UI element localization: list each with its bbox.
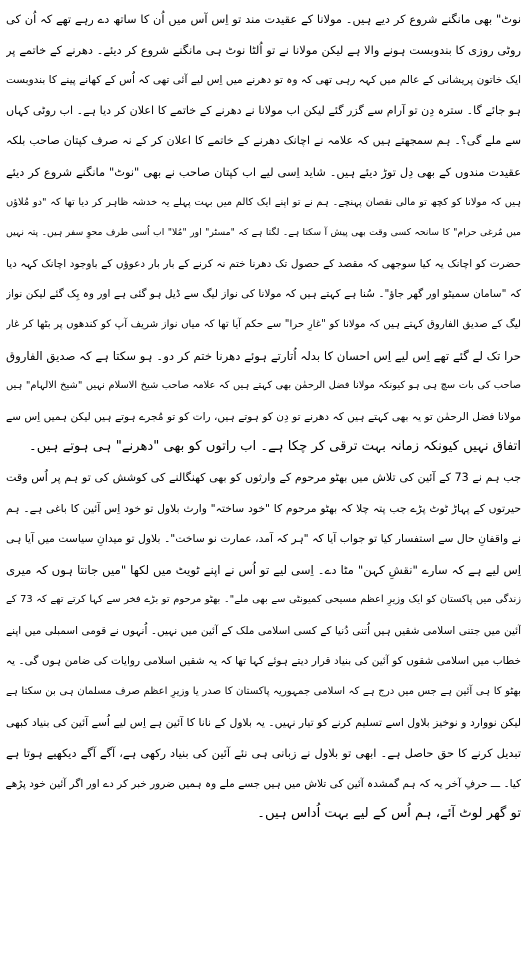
article-line: کہ "سامان سمیٹو اور گھر جاؤ"۔ سُنا ہے کہتے ہیں کہ مولانا کی نواز لیگ سے ڈیل ہو گئی ہے اور وہ بِک گئے لیکن نواز xyxy=(6,288,521,301)
article-line: حیرتوں کے پہاڑ ٹوٹ پڑے جب پتہ چلا کہ بھٹو مرحوم کا "خود ساختہ" وارث بلاول تو خود اِس آئین کا باغی ہے۔ ہم xyxy=(6,501,521,515)
article-line: جب ہم نے 73 کے آئین کی تلاش میں بھٹو مرحوم کے وارثوں کو بھی کھنگالنے کی کوشش کی تو ہم پر اُس وقت xyxy=(6,470,521,484)
article-line: نے واقفانِ حال سے استفسار کیا تو جواب آیا کہ "ہر کہ آمد، عمارت نو ساخت"۔ بلاول تو میدانِ سیاست میں آیا ہی xyxy=(6,532,521,546)
article-line: تبدیل کرنے کا حق حاصل ہے۔ ابھی تو بلاول نے زبانی ہی نئے آئین کی بنیاد رکھی ہے، آگے آگے دیکھیے ہوتا ہے xyxy=(6,746,521,761)
article-line: ہو جائے گا۔ سترہ دِن تو آرام سے گزر گئے لیکن اب مولانا نے دھرنے کے خاتمے کا اعلان کر دیا ہے۔ اب روٹی کہاں xyxy=(6,103,521,117)
article-line: عقیدت مندوں کے بھی دِل توڑ دیئے ہیں۔ شاید اِسی لیے اب کپتان صاحب نے بھی "نوٹ" مانگنے شروع کر دیئے xyxy=(6,164,521,179)
article-line: حرا تک لے گئے تھے اِس لیے اِس احسان کا بدلہ اُتارتے ہوئے دھرنا ختم کر دو۔ ہو سکتا ہے کہ صدیق الفاروق xyxy=(6,348,521,363)
article-line: ایک خاتون پریشانی کے عالم میں کہہ رہی تھی کہ وہ تو دھرنے میں اِس لیے آئی تھی کہ اُس کے کھانے پینے کا بندوبست xyxy=(6,74,521,87)
article-line: خطاب میں اسلامی شقوں کو آئین کی بنیاد قرار دیتے ہوئے کہا تھا کہ یہ شقیں اسلامی روایات کی ضامن ہوں گی۔ یہ xyxy=(6,655,521,668)
article-line: سے ملے گی؟۔ ہم سمجھتے ہیں کہ علامہ نے اچانک دھرنے کے خاتمے کا اعلان کر کے نہ صرف کپتان صاحب بلکہ xyxy=(6,134,521,148)
article-line: میں مُرغی حرام" کا سانحہ کسی وقت بھی پیش آ سکتا ہے۔ لگتا ہے کہ "مسٹر" اور "مُلا" اب اُسی طرف محوِ سفر ہیں۔ پتہ نہیں xyxy=(6,227,521,239)
article-line: کیا۔ ـــ حرفِ آخر یہ کہ ہم گمشدہ آئین کی تلاش میں ہیں جسے ملے وہ ہمیں ضرور خبر کر دے اور اگر آئین خود پڑھے xyxy=(6,777,521,790)
article-line: روٹی روزی کا بندوبست ہونے والا ہے لیکن مولانا نے تو اُلٹا نوٹ ہی مانگنے شروع کر دیئے۔ دھرنے کے خاتمے پر xyxy=(6,42,521,57)
article-line: بھٹو کا ہی آئین ہے جس میں درج ہے کہ اسلامی جمہوریہ پاکستان کا صدر یا وزیرِ اعظم صرف مسلمان ہی بن سکتا ہے xyxy=(6,686,521,698)
article-line: مولانا فضل الرحمٰن تو یہ بھی کہتے ہیں کہ دھرنے تو دِن کو ہوتے ہیں، رات کو تو مُجرے ہوتے ہیں لیکن ہمیں اِس سے xyxy=(6,410,521,423)
article-line: حضرت کو اچانک یہ کیا سوجھی کہ مقصد کے حصول تک دھرنا ختم نہ کرنے کے بار بار دعوؤں کے باوجود اچانک کہہ دیا xyxy=(6,257,521,270)
article-line: آئین میں جتنی اسلامی شقیں ہیں اُتنی دُنیا کے کسی اسلامی ملک کے آئین میں نہیں۔ اُنہوں نے قومی اسمبلی میں اپنے xyxy=(6,624,521,637)
paragraph-end-line: اتفاق نہیں کیونکہ زمانہ بہت ترقی کر چکا ہے۔ اب راتوں کو بھی "دھرنے" ہی ہوتے ہیں۔ xyxy=(29,439,521,455)
article-line: لیکن نووارد و نوخیز بلاول اسے تسلیم کرنے کو تیار نہیں۔ یہ بلاول کے نانا کا آئین ہے اِس لیے اُسے آئین کی بنیاد کبھی xyxy=(6,715,521,729)
article-line: اِس لیے ہے کہ سارے "نقشِ کہن" مٹا دے۔ اِسی لیے تو اُس نے اپنے ٹویٹ میں لکھا "میں جانتا ہوں کہ میری xyxy=(6,562,521,577)
article-line: لیگ کے صدیق الفاروق کہتے ہیں کہ مولانا کو "غارِ حرا" سے حکم آیا تھا کہ میاں نواز شریف آپ کو کندھوں پر بٹھا کر غار xyxy=(6,318,521,330)
article-line: ہیں کہ مولانا کو کچھ تو مالی نقصان پہنچے۔ ہم نے تو اپنے ایک کالم میں بہت پہلے یہ خدشہ ظاہر کر دیا تھا کہ "دو مُلاؤں xyxy=(6,196,521,208)
article-line: نوٹ" بھی مانگنے شروع کر دیے ہیں۔ مولانا کے عقیدت مند تو اِس آس میں اُن کا ساتھ دے رہے تھے کہ اُن کی xyxy=(6,12,521,26)
article-line: صاحب کی بات سچ ہی ہو کیونکہ مولانا فضل الرحمٰن بھی کہتے ہیں کہ علامہ صاحب شیخ الاسلام نہیں "شیخ الالہام" ہیں xyxy=(6,380,521,392)
article-line: زندگی میں پاکستان کو ایک وزیرِ اعظم مسیحی کمیونٹی سے بھی ملے"۔ بھٹو مرحوم تو بڑے فخر سے کہا کرتے تھے کہ 73 کے xyxy=(6,594,521,606)
paragraph-end-line: تو گھر لوٹ آئے، ہم اُس کے لیے بہت اُداس ہیں۔ xyxy=(257,806,521,822)
